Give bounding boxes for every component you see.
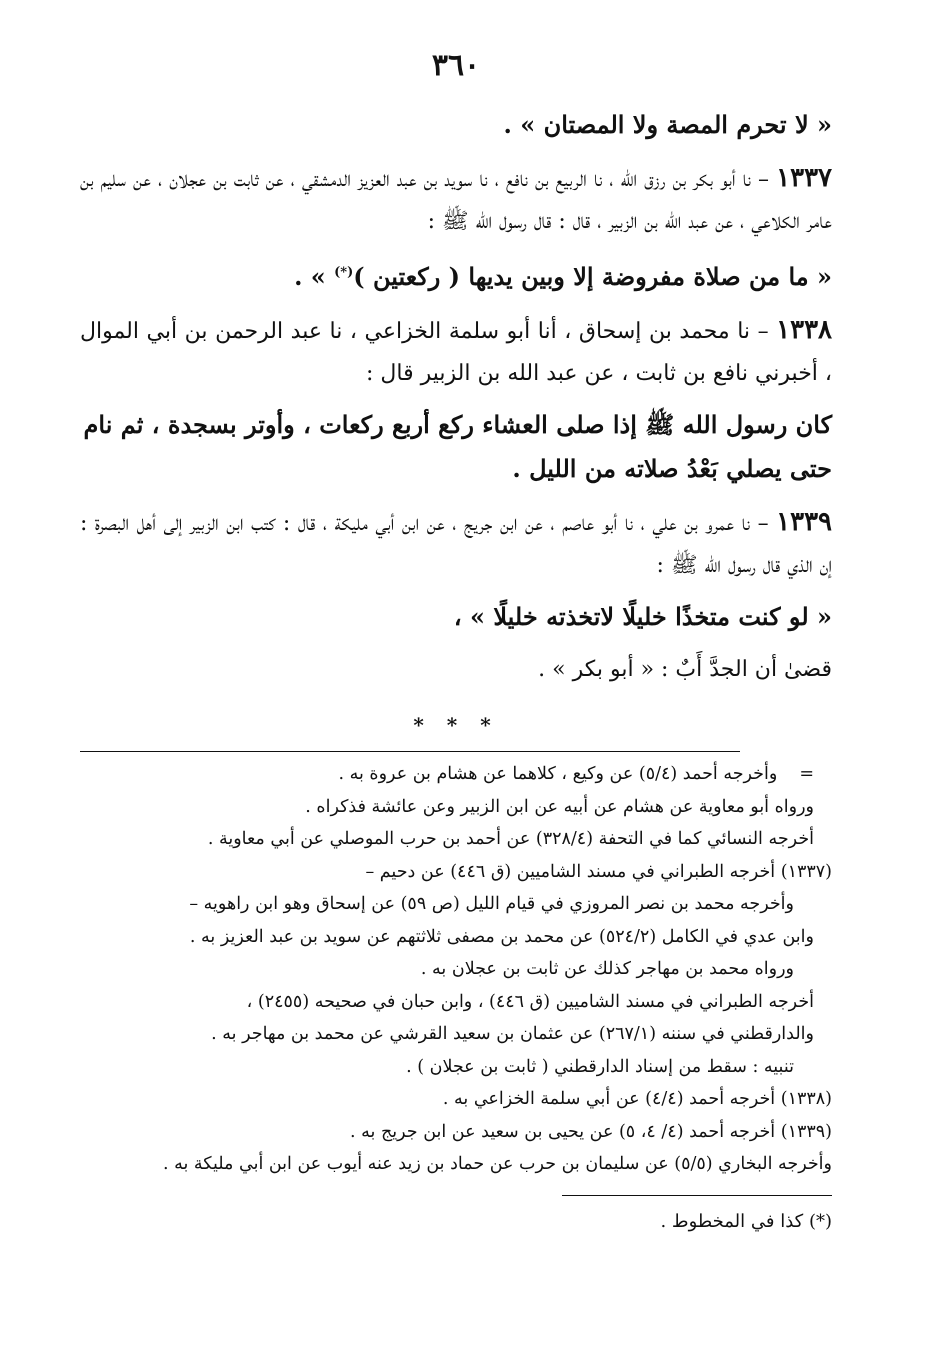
footnote-line [80,1018,832,1051]
footnote-text: أخرجه النسائي كما في التحفة (٣٢٨/٤) عن أحمد بن حرب الموصلي عن أبي معاوية . [207,829,814,849]
footnote-text: وابن عدي في الكامل (٥٢٤/٢) عن محمد بن مصفى ثلاثتهم عن سويد بن عبد العزيز به . [189,926,814,947]
manuscript-note: (*) كذا في المخطوط . [660,1210,832,1232]
document-page [80,40,832,1330]
hadith-1339-isnad [80,501,832,587]
footnote-line [80,758,832,791]
hadith-1339-after: قضىٰ أن الجدَّ أَبٌ : « أبو بكر » . [538,657,832,682]
footnote-line [80,986,832,1019]
hadith-number: ١٣٣٨ [776,315,832,345]
footnote-line [80,856,832,889]
footnote-text: ورواه أبو معاوية عن هشام عن أبيه عن ابن الزبير وعن عائشة فذكراه . [305,796,814,817]
hadith-1337-matn [80,251,832,299]
footnote-text: ورواه محمد بن مهاجر كذلك عن ثابت بن عجلان به . [420,959,794,979]
footnote-text: (١٣٣٧) أخرجه الطبراني في مسند الشاميين (ق ٤٤٦) عن دحيم – [365,861,832,882]
section-separator: * * * [413,713,499,737]
hadith-number: ١٣٣٧ [776,163,832,193]
footnote-line [80,1051,832,1084]
hadith-1338-isnad [80,309,832,395]
matn-text: « ما من صلاة مفروضة إلا وبين يديها ( ركعتين ) [353,262,832,291]
hadith-1339-matn: « لو كنت متخذًا خليلًا لاتخذته خليلًا » ، [453,602,832,631]
footnote-text: وأخرجه أحمد (٥/٤) عن وكيع ، كلاهما عن هشام بن عروة به . [338,764,778,784]
footnote-text: (١٣٣٨) أخرجه أحمد (٤/٤) عن أبي سلمة الخزاعي به . [442,1089,832,1109]
isnad-text: – نا عمرو بن علي ، نا أبو عاصم ، عن ابن جريج ، عن ابن أبي مليكة ، قال : كتب ابن الزبير إلى أهل البصرة : إن الذي قال رسول الله ﷺ : [80,511,832,578]
footnote-line [80,823,832,856]
footnote-divider [80,751,740,752]
note-divider [562,1195,832,1196]
footnotes [80,758,832,1181]
continuation-marker: = [799,764,814,784]
footnote-line [80,1083,832,1116]
footnote-text: تنبيه : سقط من إسناد الدارقطني ( ثابت بن عجلان ) . [406,1056,794,1077]
hadith-1338-matn: كان رسول الله ﷺ إذا صلى العشاء ركع أربع ركعات ، وأوتر بسجدة ، ثم نام حتى يصلي بَعْدُ صلاته من الليل . [83,410,832,483]
page-number: ٣٦٠ [431,48,481,83]
matn-end: » . [294,262,335,291]
hadith-1337-isnad [80,157,832,243]
isnad-text: – نا محمد بن إسحاق ، أنا أبو سلمة الخزاعي ، نا عبد الرحمن بن أبي الموال ، أخبرني نافع بن ثابت ، عن عبد الله بن الزبير قال : [80,319,832,386]
footnote-line [80,1116,832,1149]
footnote-text: أخرجه الطبراني في مسند الشاميين (ق ٤٤٦) ، وابن حبان في صحيحه (٢٤٥٥) ، [246,991,814,1012]
isnad-text: – نا أبو بكر بن رزق الله ، نا الربيع بن نافع ، نا سويد بن عبد العزيز الدمشقي ، عن ثابت بن عجلان ، عن سليم بن عامر الكلاعي ، عن عبد الله بن الزبير ، قال : قال رسول الله ﷺ : [80,167,832,234]
footnote-marker: (*) [334,265,354,280]
footnote-line [80,921,832,954]
previous-hadith-end: « لا تحرم المصة ولا المصتان » . [503,110,832,139]
footnote-line [80,888,832,921]
footnote-text: وأخرجه البخاري (٥/٥) عن سليمان بن حرب عن حماد بن زيد عنه أيوب عن ابن أبي مليكة به . [162,1154,832,1174]
hadith-number: ١٣٣٩ [776,507,832,537]
footnote-text: والدارقطني في سننه (٢٦٧/١) عن عثمان بن سعيد القرشي عن محمد بن مهاجر به . [211,1024,814,1044]
footnote-line [80,1148,832,1181]
footnote-line [80,791,832,824]
footnote-line [80,953,832,986]
footnote-text: (١٣٣٩) أخرجه أحمد (٤/ ٤، ٥) عن يحيى بن سعيد عن ابن جريج به . [350,1121,832,1142]
footnote-text: وأخرجه محمد بن نصر المروزي في قيام الليل (ص ٥٩) عن إسحاق وهو ابن راهويه – [189,894,794,914]
